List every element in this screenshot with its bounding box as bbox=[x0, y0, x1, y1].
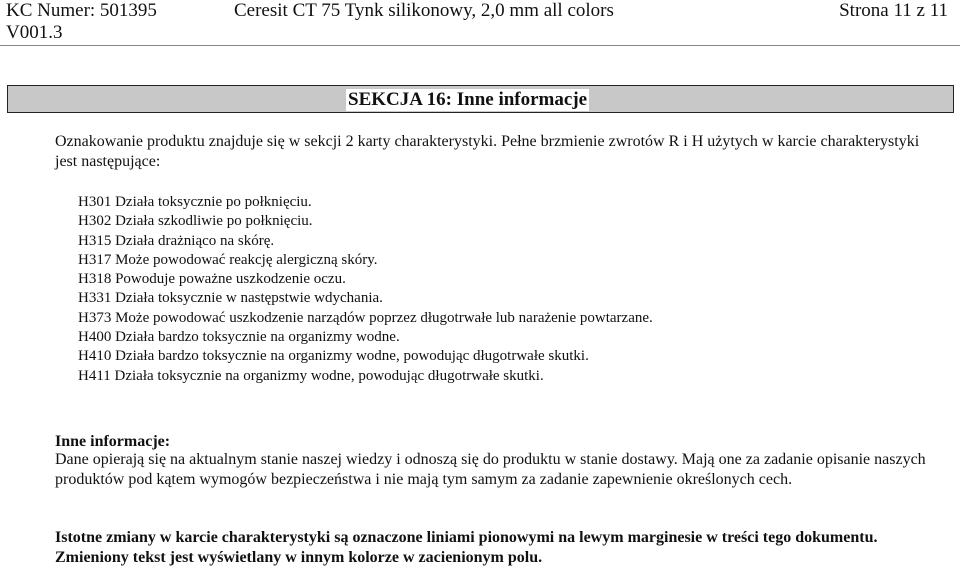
document-header-left bbox=[6, 0, 157, 44]
hazard-statement: H411 Działa toksycznie na organizmy wodne, powodując długotrwałe skutki. bbox=[78, 367, 544, 384]
hazard-statement: H400 Działa bardzo toksycznie na organizmy wodne. bbox=[78, 329, 400, 346]
changes-note-line: Istotne zmiany w karcie charakterystyki są oznaczone liniami pionowymi na lewym marginesie w treści tego dokumentu. bbox=[55, 529, 878, 546]
product-name: Ceresit CT 75 Tynk silikonowy, 2,0 mm all colors bbox=[234, 0, 614, 21]
section-title: SEKCJA 16: Inne informacje bbox=[348, 89, 588, 110]
hazard-statement: H373 Może powodować uszkodzenie narządów poprzez długotrwałe lub narażenie powtarzane. bbox=[78, 309, 653, 326]
changes-note bbox=[55, 528, 955, 568]
other-info-heading: Inne informacje: bbox=[55, 433, 171, 450]
hazard-statement: H301 Działa toksycznie po połknięciu. bbox=[78, 194, 312, 210]
page-number: Strona 11 z 11 bbox=[839, 0, 948, 21]
document-version: V001.3 bbox=[6, 22, 63, 43]
hazard-statement: H315 Działa drażniąco na skórę. bbox=[78, 232, 275, 249]
other-info-paragraph: Dane opierają się na aktualnym stanie naszej wiedzy i odnoszą się do produktu w stanie dostawy. Mają one za zadanie opisanie naszych produktów pod kątem wymogów bezpieczeństwa i nie mają tym samym za zadanie zapewnienie określonych cech. bbox=[55, 451, 926, 488]
hazard-statement: H410 Działa bardzo toksycznie na organizmy wodne, powodując długotrwałe skutki. bbox=[78, 348, 589, 365]
hazard-statement: H318 Powoduje poważne uszkodzenie oczu. bbox=[78, 271, 346, 288]
hazard-statement-list bbox=[78, 193, 653, 386]
hazard-statement: H302 Działa szkodliwie po połknięciu. bbox=[78, 213, 313, 230]
changes-note-line: Zmieniony tekst jest wyświetlany w innym kolorze w zacienionym polu. bbox=[55, 549, 543, 566]
hazard-statement: H331 Działa toksycznie w następstwie wdychania. bbox=[78, 290, 383, 307]
intro-paragraph: Oznakowanie produktu znajduje się w sekcji 2 karty charakterystyki. Pełne brzmienie zwrotów R i H użytych w karcie charakterystyki jest następujące: bbox=[55, 133, 920, 170]
header-divider bbox=[0, 45, 960, 46]
hazard-statement: H317 Może powodować reakcję alergiczną skóry. bbox=[78, 251, 378, 268]
document-number: KC Numer: 501395 bbox=[6, 0, 157, 21]
